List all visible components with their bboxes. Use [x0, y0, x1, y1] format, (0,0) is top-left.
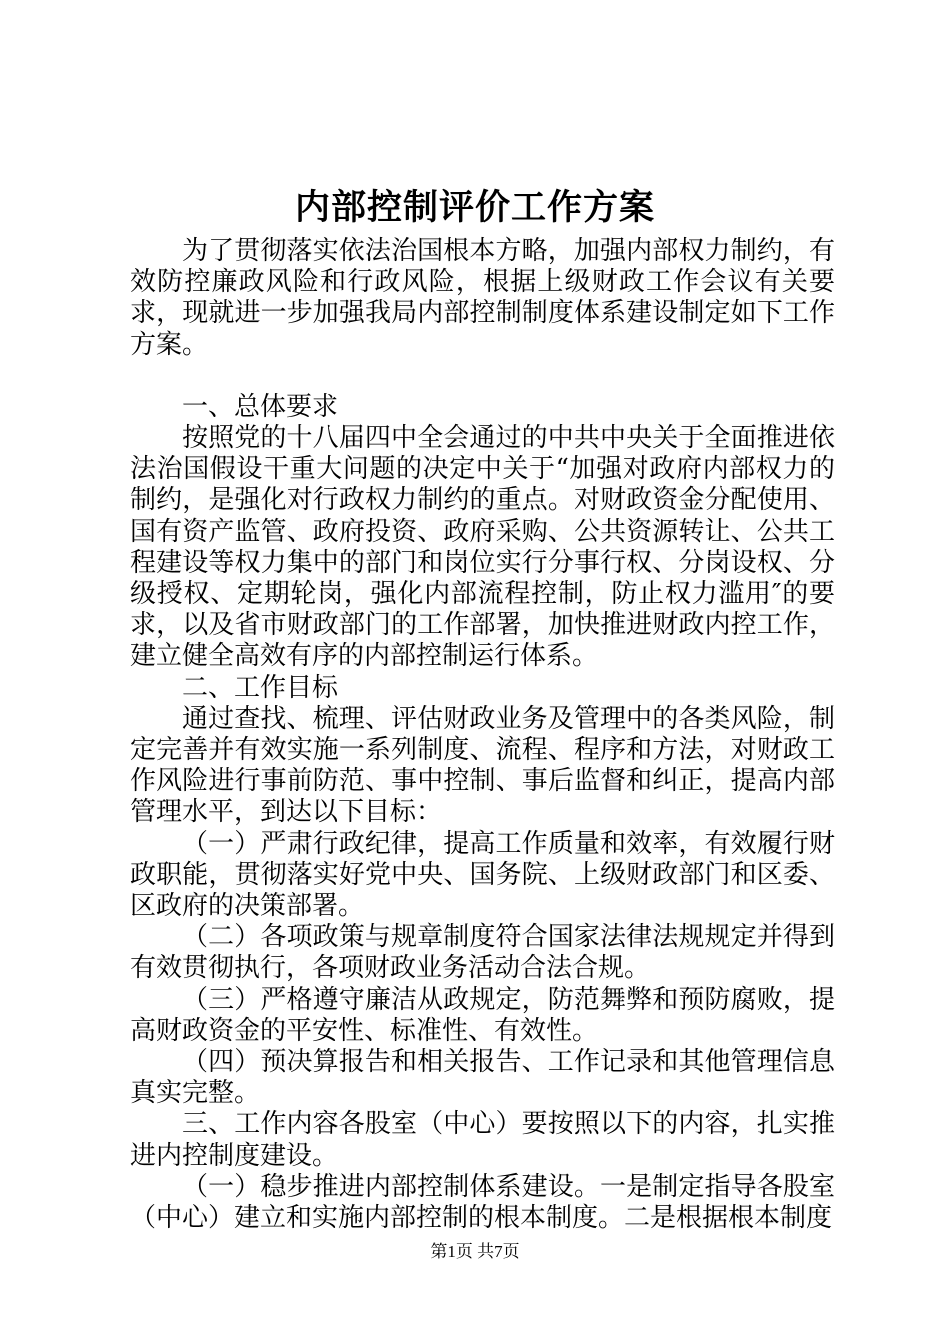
document-title: 内部控制评价工作方案 [294, 188, 655, 228]
general-requirements-paragraph: 按照党的十八届四中全会通过的中共中央关于全面推进依法治国假设干重大问题的决定中关于“加强对政府内部权力的制约，是强化对行政权力制约的重点。对财政资金分配使用、国有资产监管、政府投资、政府采购、公共资源转让、公共工程建设等权力集中的部门和岗位实行分事行权、分岗设权、分级授权、定期轮岗，强化内部流程控制，防止权力滥用″的要求，以及省市财政部门的工作部署，加快推进财政内控工作，建立健全高效有序的内部控制运行体系。 [130, 423, 835, 672]
goal-item-2: （二）各项政策与规章制度符合国家法律法规规定并得到有效贯彻执行，各项财政业务活动合法合规。 [130, 922, 835, 984]
work-goals-paragraph: 通过查找、梳理、评估财政业务及管理中的各类风险，制定完善并有效实施一系列制度、流程、程序和方法，对财政工作风险进行事前防范、事中控制、事后监督和纠正，提高内部管理水平，到达以下目标： [130, 703, 835, 828]
document-body [130, 236, 835, 1234]
section-heading-general-requirements: 一、总体要求 [182, 391, 339, 422]
paragraph-gap [130, 361, 835, 392]
goal-item-3: （三）严格遵守廉洁从政规定，防范舞弊和预防腐败，提高财政资金的平安性、标准性、有效性。 [130, 984, 835, 1046]
section-heading-work-goals: 二、工作目标 [182, 672, 339, 703]
work-content-item-1: （一）稳步推进内部控制体系建设。一是制定指导各股室（中心）建立和实施内部控制的根本制度。二是根据根本制度 [130, 1171, 835, 1234]
section-heading-work-content: 三、工作内容各股室（中心）要按照以下的内容，扎实推进内控制度建设。 [130, 1109, 835, 1171]
page-footer: 第1页 共7页 [430, 1242, 520, 1261]
goal-item-1: （一）严肃行政纪律，提高工作质量和效率，有效履行财政职能，贯彻落实好党中央、国务院、上级财政部门和区委、区政府的决策部署。 [130, 828, 835, 922]
goal-item-4: （四）预决算报告和相关报告、工作记录和其他管理信息真实完整。 [130, 1047, 835, 1109]
intro-paragraph: 为了贯彻落实依法治国根本方略，加强内部权力制约，有效防控廉政风险和行政风险，根据上级财政工作会议有关要求，现就进一步加强我局内部控制制度体系建设制定如下工作方案。 [130, 236, 835, 360]
